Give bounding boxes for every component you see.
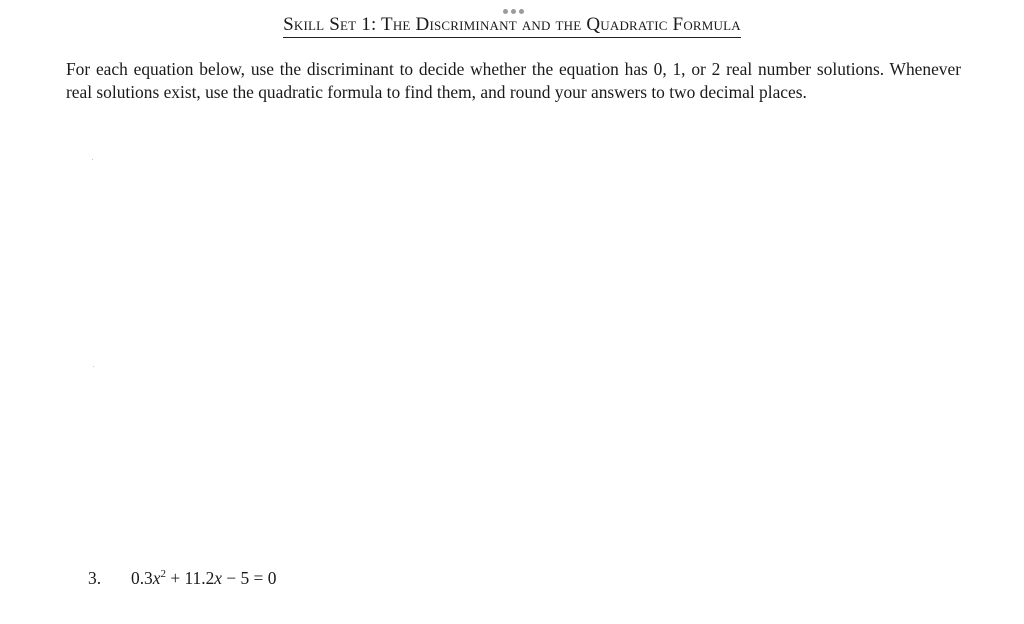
scan-speck	[92, 159, 93, 160]
exponent: 2	[160, 568, 166, 580]
page-title: Skill Set 1: The Discriminant and the Quadratic Formula	[283, 14, 741, 38]
variable-x: x	[214, 568, 223, 588]
problem-equation	[131, 567, 276, 589]
page-title-container	[0, 14, 1024, 38]
problem-number: 3.	[88, 568, 102, 588]
variable-x: x	[152, 568, 161, 588]
coefficient-a: 0.3	[131, 568, 153, 588]
constant-term: − 5 = 0	[222, 568, 277, 588]
instructions-paragraph: For each equation below, use the discriminant to decide whether the equation has 0, 1, or 2 real number solutions. Whenever real solutions exist, use the quadratic formula to find them, and round your answers to two decimal places.	[66, 59, 961, 102]
problem-item	[88, 567, 276, 589]
scan-speck	[93, 366, 94, 367]
middle-term: + 11.2	[165, 568, 215, 588]
